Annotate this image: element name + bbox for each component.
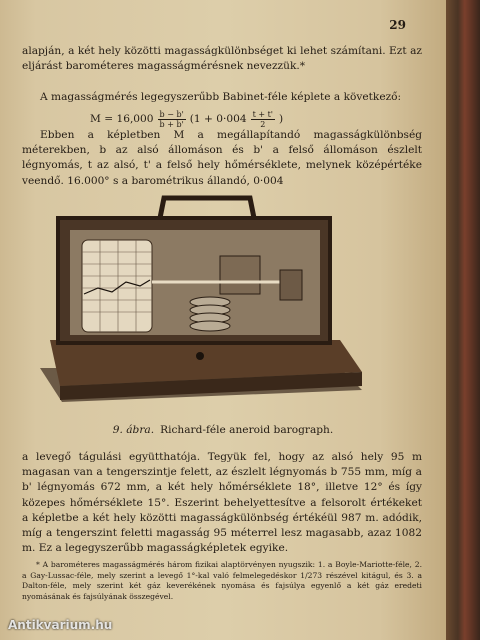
lever-mechanism [220, 256, 260, 294]
paragraph-1-text: alapján, a két hely közötti magasságkülönbséget ki lehet számítani. Ezt az eljárást barométeres magasságmérésnek nevezzük.* [22, 45, 422, 73]
aneroid-capsules [190, 297, 230, 331]
formula-frac1-denominator: b + b' [159, 119, 184, 129]
formula-frac2-denominator: 2 [260, 119, 266, 129]
formula-mid: (1 + 0·004 [189, 113, 247, 125]
footnote-text: * A barométeres magasságmérés három fizikai alaptörvényen nyugszik: 1. a Boyle-Mariotte-féle, 2. a Gay-Lussac-féle, mely szerint a levegő 1°-kal való felmelegedéskor 1/273 részével kitágul, és 3. a Dalton-féle, mely szerint két gáz keverékének nyomása és fajsúlya egyenlő a két gáz eredeti nyomásának és fajsúlyának összegével. [22, 560, 422, 601]
paragraph-3-text: Ebben a képletben M a megállapítandó magasságkülönbség méterekben, b az alsó állomáson és b' a felső állomáson észlelt légnyomás, t az alsó, t' a felső hely hőmérséklete, melynek középértéke veendő. 16.000° s a barométrikus állandó, 0·004 [22, 129, 422, 187]
watermark-text: Antikvarium.hu [8, 618, 113, 632]
paragraph-4-text: a levegő tágulási együtthatója. Tegyük fel, hogy az alsó hely 95 m magasan van a tengerszintje felett, az észlelt légnyomás b 755 mm, míg a b' légnyomás 672 mm, a két hely hőmérséklete 18°, illetve 12° és így közepes hőmérséklete 15°. Eszerint behelyettesítve a felsorolt értékeket a képletbe a két hely közötti magasságkülönbség értékéül 987 m. adódik, míg a tengerszint feletti magasság 95 méterrel lesz magasabb, azaz 1082 m. Ez a legegyszerűbb magasságképletek egyike. [22, 451, 422, 555]
book-spine [446, 0, 480, 640]
paragraph-3 [22, 128, 422, 189]
formula-frac1-numerator: b − b' [159, 109, 184, 119]
formula-fraction-2 [251, 110, 275, 129]
carry-handle [160, 198, 254, 218]
formula-end: ) [279, 113, 284, 125]
formula-frac2-numerator: t + t' [252, 109, 273, 119]
paragraph-1 [22, 44, 422, 74]
adjustment-screw [280, 270, 302, 300]
footnote [22, 560, 422, 602]
paragraph-2 [22, 90, 422, 105]
paragraph-4 [22, 450, 422, 556]
recording-drum [82, 240, 152, 332]
paragraph-2-text: A magasságmérés legegyszerűbb Babinet-féle képlete a következő: [40, 91, 402, 103]
figure-caption-text: Richard-féle aneroid barograph. [160, 424, 334, 436]
barograph-illustration [40, 190, 370, 420]
page-number: 29 [389, 18, 406, 32]
formula-lhs: M = 16,000 [90, 113, 154, 125]
babinet-formula [90, 108, 390, 130]
drawer-knob [196, 352, 204, 360]
figure-caption-label: 9. ábra. [112, 424, 155, 436]
formula-fraction-1 [158, 110, 186, 129]
figure-caption [0, 424, 446, 436]
